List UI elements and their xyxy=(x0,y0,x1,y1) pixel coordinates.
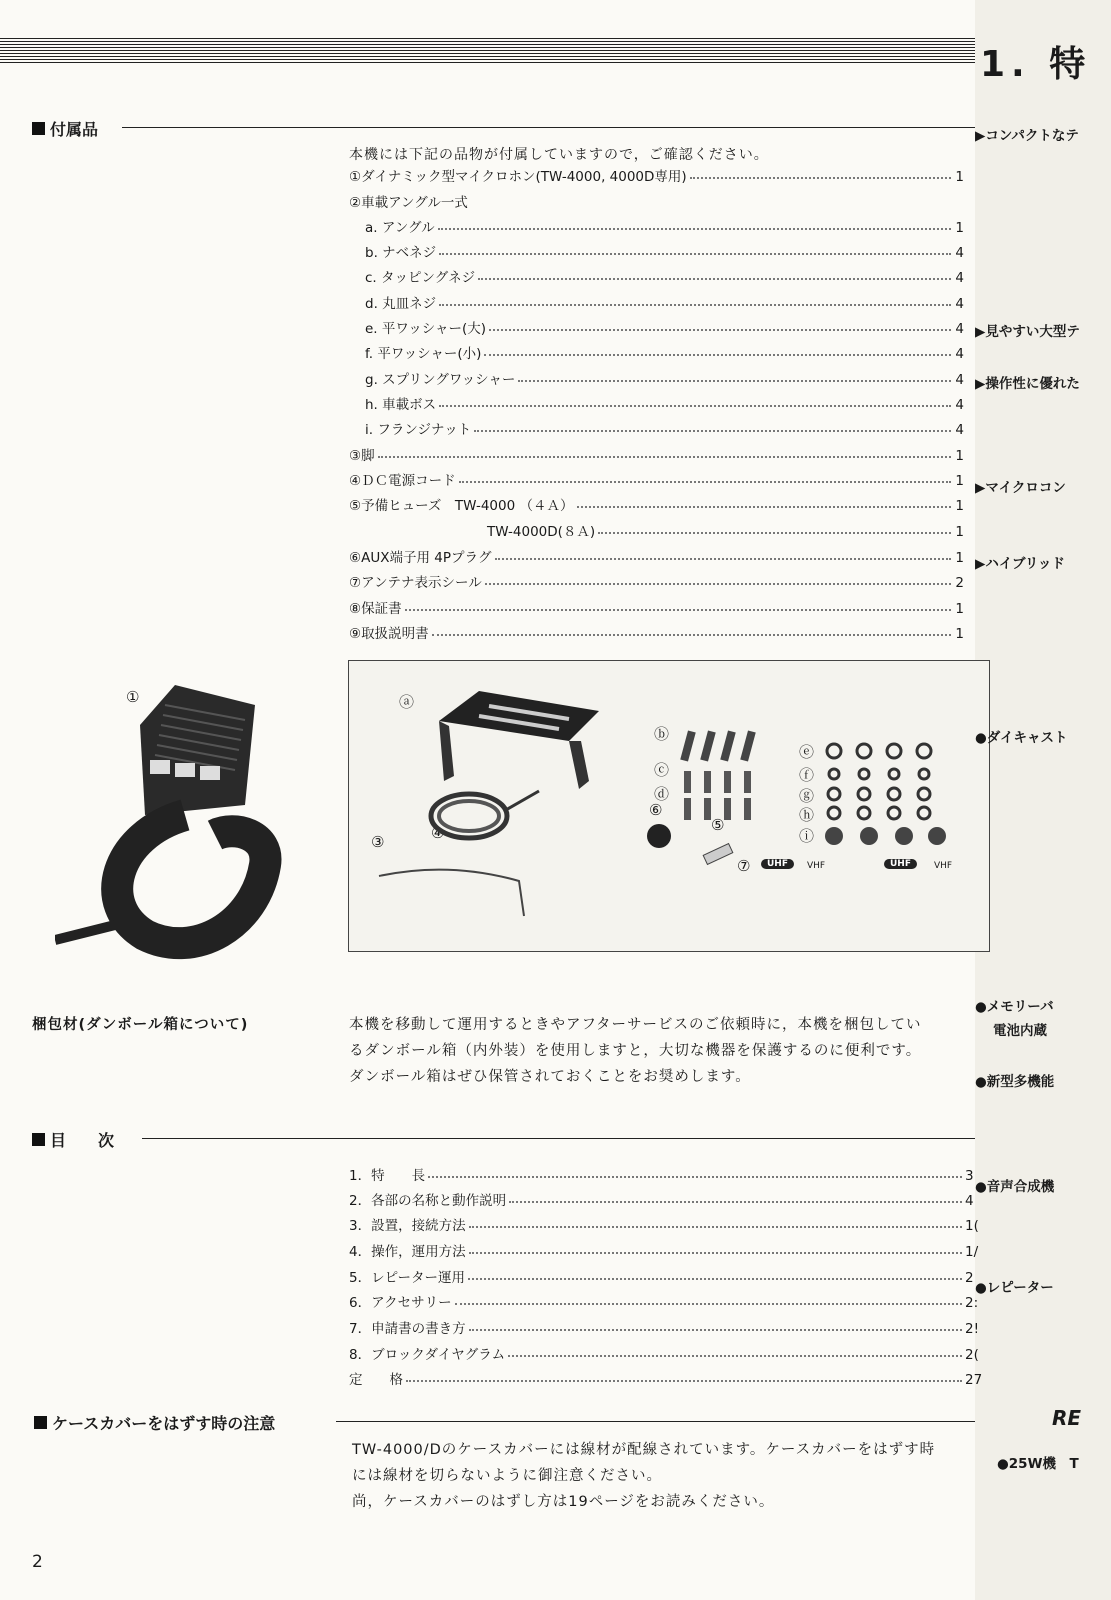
list-item: ②車載アングル一式 xyxy=(349,195,468,211)
accessories-heading: 付属品 xyxy=(32,117,98,140)
list-item: h. 車載ボス 4 xyxy=(365,397,964,413)
contents-rule xyxy=(142,1138,975,1139)
callout-g: ⓖ xyxy=(799,787,815,805)
list-item: a. アングル 1 xyxy=(365,220,964,236)
vhf-sticker-1: VHF xyxy=(807,861,826,871)
aux-plug-drawing xyxy=(644,821,674,851)
mic-button-2 xyxy=(175,763,195,777)
page-number: 2 xyxy=(32,1552,43,1572)
list-item: ⑦アンテナ表示シール 2 xyxy=(349,575,964,591)
repeater-logo-fragment: RE xyxy=(1052,1406,1082,1430)
adjacent-page-strip xyxy=(975,0,1111,1600)
vhf-sticker-2: VHF xyxy=(934,861,953,871)
list-item: f. 平ワッシャー(小) 4 xyxy=(365,346,964,362)
callout-h: ⓗ xyxy=(799,806,815,824)
feature-fragment: ●25W機 T xyxy=(997,1456,1079,1472)
callout-b: ⓑ xyxy=(654,725,670,743)
feature-fragment: ●ダイキャスト xyxy=(975,730,1068,746)
toc-item[interactable]: 1．特 長 3 xyxy=(349,1168,974,1184)
feature-fragment: ●レピーター xyxy=(975,1280,1054,1296)
mic-callout: ① xyxy=(126,688,140,706)
list-item: ④ＤＣ電源コード 1 xyxy=(349,473,964,489)
callout-5: ⑤ xyxy=(711,816,725,834)
toc-item[interactable]: 3．設置，接続方法 1( xyxy=(349,1218,979,1234)
feature-fragment: ▶ハイブリッド xyxy=(975,556,1065,572)
feature-fragment: ▶コンパクトなテ xyxy=(975,128,1079,144)
list-item: c. タッピングネジ 4 xyxy=(365,270,964,286)
list-item: e. 平ワッシャー(大) 4 xyxy=(365,321,964,337)
packing-line-2: るダンボール箱（内外装）を使用しますと，大切な機器を保護するのに便利です。 xyxy=(349,1043,922,1059)
case-cover-heading: ケースカバーをはずす時の注意 xyxy=(34,1411,275,1434)
feature-fragment: ▶マイクロコン xyxy=(975,480,1066,496)
angle-bracket-drawing xyxy=(419,681,619,791)
packing-heading: 梱包材(ダンボール箱について) xyxy=(32,1017,249,1033)
list-item: b. ナベネジ 4 xyxy=(365,245,964,261)
list-item: ⑥AUX端子用 4Pプラグ 1 xyxy=(349,550,964,566)
accessories-photo xyxy=(348,660,990,952)
callout-4: ④ xyxy=(431,824,445,842)
mic-button-3 xyxy=(200,766,220,780)
accessories-rule xyxy=(122,127,975,128)
case-cover-line-1: TW-4000/Dのケースカバーには線材が配線されています。ケースカバーをはずす時 xyxy=(352,1442,936,1458)
fuse-drawing xyxy=(699,841,739,871)
list-item: ⑨取扱説明書 1 xyxy=(349,626,964,642)
callout-i: ⓘ xyxy=(799,827,815,845)
square-bullet-icon xyxy=(32,1133,45,1146)
callout-3: ③ xyxy=(371,833,385,851)
case-cover-line-2: には線材を切らないように御注意ください。 xyxy=(352,1468,662,1484)
list-item: g. スプリングワッシャー 4 xyxy=(365,372,964,388)
toc-item[interactable]: 6．アクセサリー 2: xyxy=(349,1295,979,1311)
case-cover-line-3: 尚，ケースカバーのはずし方は19ページをお読みください。 xyxy=(352,1494,775,1510)
callout-f: ⓕ xyxy=(799,766,815,784)
mic-cable-end xyxy=(55,925,115,940)
stand-drawing xyxy=(369,856,539,926)
toc-item[interactable]: 4．操作，運用方法 1/ xyxy=(349,1244,979,1260)
feature-fragment: ●音声合成機 xyxy=(975,1179,1055,1195)
feature-fragment: ▶操作性に優れた xyxy=(975,376,1080,392)
toc-item[interactable]: 8．ブロックダイヤグラム 2( xyxy=(349,1347,979,1363)
screws-drawing xyxy=(679,726,769,826)
callout-d: ⓓ xyxy=(654,785,670,803)
list-item: ①ダイナミック型マイクロホン(TW-4000, 4000D専用) 1 xyxy=(349,169,964,185)
callout-a: ⓐ xyxy=(399,693,415,711)
mic-button-1 xyxy=(150,760,170,774)
accessories-intro: 本機には下記の品物が付属していますので，ご確認ください。 xyxy=(349,147,769,163)
mic-coiled-cord xyxy=(117,815,265,943)
case-cover-rule xyxy=(336,1421,975,1422)
list-item: ⑧保証書 1 xyxy=(349,601,964,617)
feature-fragment: ●新型多機能 xyxy=(975,1074,1055,1090)
dc-cord-drawing xyxy=(424,781,544,861)
list-item: ③脚 1 xyxy=(349,448,964,464)
header-rule xyxy=(0,38,975,64)
callout-c: ⓒ xyxy=(654,761,670,779)
callout-6: ⑥ xyxy=(649,801,663,819)
packing-line-1: 本機を移動して運用するときやアフターサービスのご依頼時に，本機を梱包してい xyxy=(349,1017,922,1033)
toc-item[interactable]: 7．申請書の書き方 2! xyxy=(349,1321,980,1337)
feature-fragment: ●メモリーバ xyxy=(975,999,1054,1015)
toc-item[interactable]: 定 格 27 xyxy=(349,1372,983,1388)
square-bullet-icon xyxy=(32,122,45,135)
square-bullet-icon xyxy=(34,1416,47,1429)
list-item: d. 丸皿ネジ 4 xyxy=(365,296,964,312)
list-item: TW-4000D(８Ａ) 1 xyxy=(487,524,964,540)
uhf-sticker-1: UHF xyxy=(761,859,794,869)
uhf-sticker-2: UHF xyxy=(884,859,917,869)
callout-7: ⑦ xyxy=(737,857,751,875)
contents-heading: 目 次 xyxy=(32,1128,114,1151)
feature-fragment: 電池内蔵 xyxy=(993,1023,1047,1039)
toc-item[interactable]: 5．レピーター運用 2 xyxy=(349,1270,974,1286)
packing-line-3: ダンボール箱はぜひ保管されておくことをお奨めします。 xyxy=(349,1069,751,1085)
microphone-photo xyxy=(55,685,310,960)
feature-fragment: ▶見やすい大型テ xyxy=(975,324,1080,340)
toc-item[interactable]: 2．各部の名称と動作説明 4 xyxy=(349,1193,974,1209)
list-item: i. フランジナット 4 xyxy=(365,422,964,438)
list-item: ⑤予備ヒューズ TW-4000 （４Ａ） 1 xyxy=(349,498,964,514)
chapter-title: 1. 特 xyxy=(980,44,1092,85)
washers-nuts-drawing xyxy=(819,741,949,851)
callout-e: ⓔ xyxy=(799,743,815,761)
